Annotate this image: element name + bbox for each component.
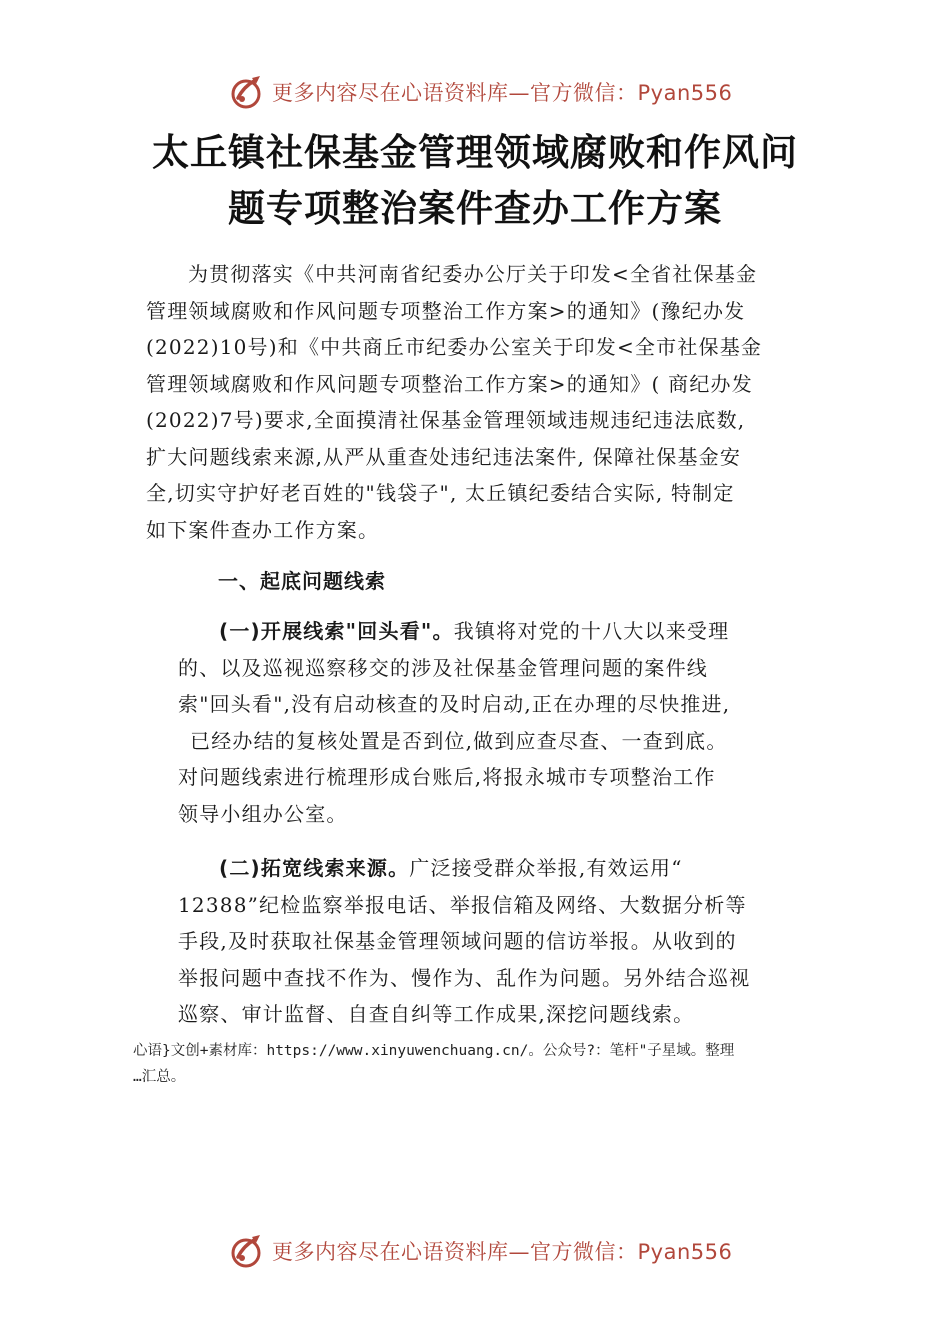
item-2-line: 举报问题中查找不作为、慢作为、乱作为问题。另外结合巡视 (178, 965, 751, 990)
source-footnote (133, 1038, 813, 1090)
intro-line: (2022)10号)和《中共商丘市纪委办公室关于印发<全市社保基金 (146, 335, 763, 359)
item-2-lead: (二)拓宽线索来源。 (219, 856, 410, 880)
intro-paragraph (146, 256, 762, 548)
footnote-line-1: 心语}文创+素材库：https://www.xinyuwenchuang.cn/。公众号?：笔杆"子星域。整理 (133, 1043, 735, 1059)
intro-line: 为贯彻落实《中共河南省纪委办公厅关于印发<全省社保基金 (188, 262, 758, 286)
item-1-lead: (一)开展线索"回头看"。 (219, 619, 454, 643)
item-2-paragraph (178, 850, 750, 1033)
intro-line: 扩大问题线索来源,从严从重查处违纪违法案件, 保障社保基金安 (146, 444, 742, 469)
item-2-line: 手段,及时获取社保基金管理领域问题的信访举报。从收到的 (178, 929, 737, 953)
item-2-line: 12388”纪检监察举报电话、举报信箱及网络、大数据分析等 (178, 892, 747, 917)
item-1-line: 对问题线索进行梳理形成台账后,将报永城市专项整治工作 (178, 765, 716, 789)
item-1-first-line (178, 613, 730, 650)
item-1-paragraph (178, 613, 730, 832)
document-title-line-1: 太丘镇社保基金管理领域腐败和作风问 (152, 131, 798, 174)
hand-pen-logo-icon (226, 1231, 266, 1271)
intro-line: 管理领域腐败和作风问题专项整治工作方案>的通知》(豫纪办发 (146, 298, 746, 323)
footer-banner (226, 1229, 732, 1273)
item-1-line: 领导小组办公室。 (178, 801, 348, 826)
item-2-first-line (178, 850, 750, 887)
footer-banner-text: 更多内容尽在心语资料库—官方微信：Pyan556 (272, 1240, 733, 1264)
header-banner (226, 70, 732, 114)
footnote-line-2: …汇总。 (133, 1069, 186, 1085)
item-1-first-line-text: 我镇将对党的十八大以来受理 (453, 619, 730, 643)
item-1-line: 的、以及巡视巡察移交的涉及社保基金管理问题的案件线 (178, 655, 708, 680)
intro-line: (2022)7号)要求,全面摸清社保基金管理领域违规违纪违法底数, (146, 408, 746, 432)
hand-pen-logo-icon (226, 72, 266, 112)
intro-line: 全,切实守护好老百姓的"钱袋子", 太丘镇纪委结合实际, 特制定 (146, 481, 735, 505)
item-2-line: 巡察、审计监督、自查自纠等工作成果,深挖问题线索。 (178, 1002, 695, 1026)
item-1-line: 已经办结的复核处置是否到位,做到应查尽查、一查到底。 (190, 728, 728, 753)
header-banner-text: 更多内容尽在心语资料库—官方微信：Pyan556 (272, 81, 733, 105)
item-1-line: 索"回头看",没有启动核查的及时启动,正在办理的尽快推进, (178, 692, 731, 716)
item-2-first-line-text: 广泛接受群众举报,有效运用“ (409, 856, 683, 880)
section-heading: 一、起底问题线索 (218, 569, 386, 593)
document-title-line-2: 题专项整治案件查办工作方案 (228, 187, 722, 230)
intro-line: 管理领域腐败和作风问题专项整治工作方案>的通知》( 商纪办发 (146, 371, 753, 396)
intro-line: 如下案件查办工作方案。 (146, 517, 380, 542)
